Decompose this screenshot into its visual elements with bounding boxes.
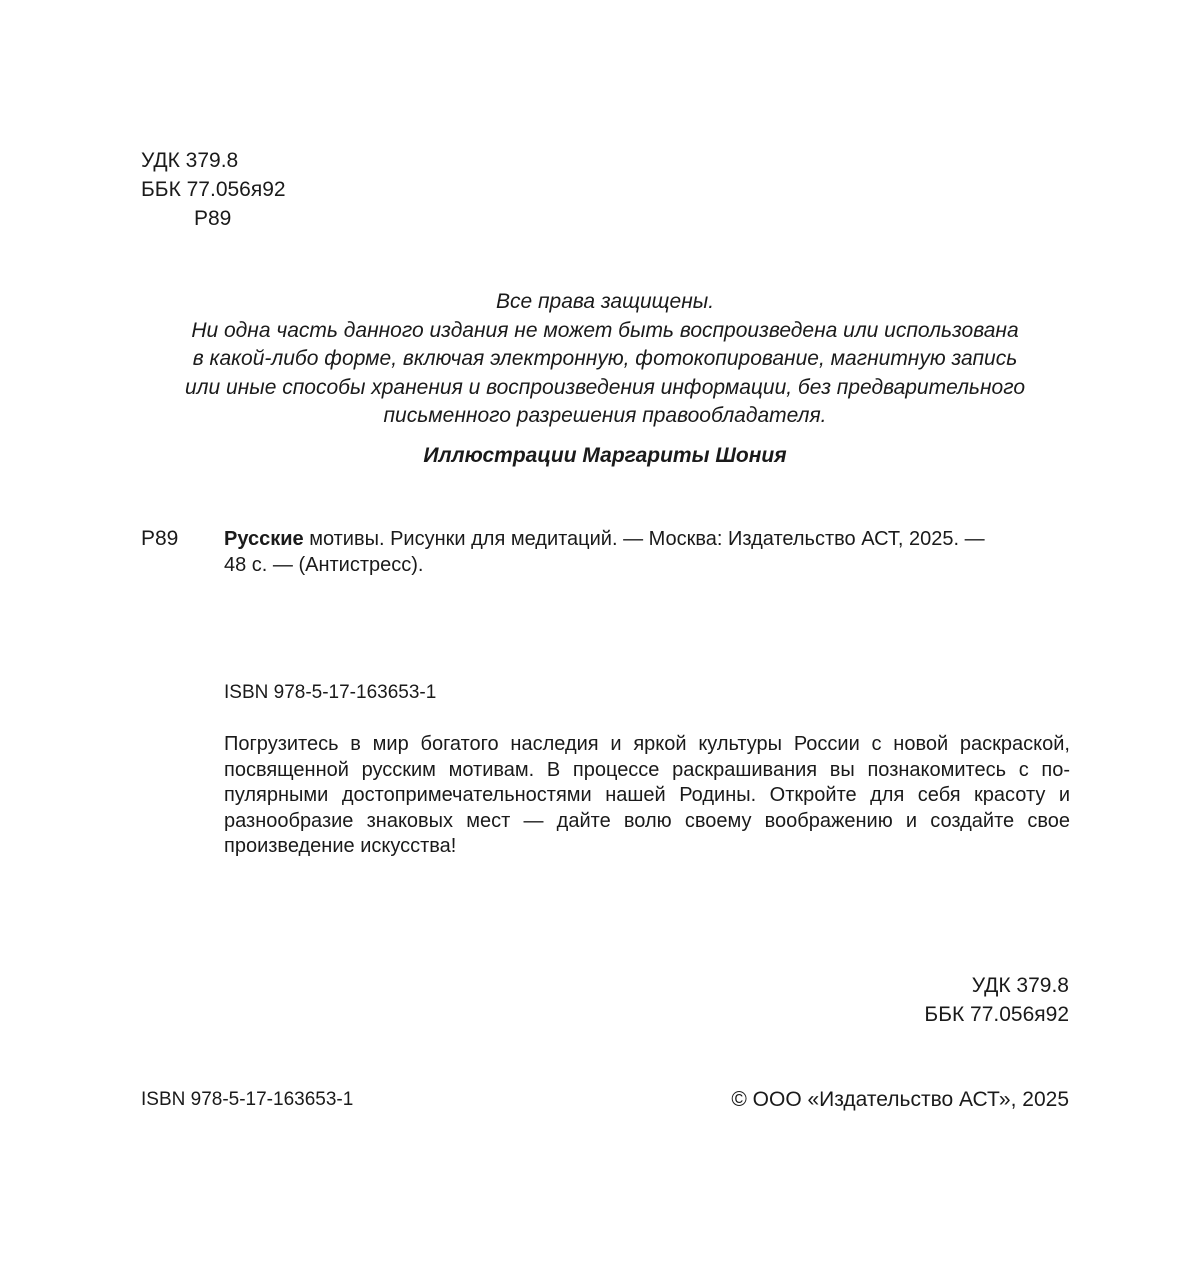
annotation-line: произведение искусства! (224, 835, 457, 857)
bibliography-line-1 (224, 526, 1044, 552)
bibliographic-record (224, 526, 1044, 578)
rights-line: или иные способы хранения и воспроизведения информации, без предварительного (184, 375, 1026, 399)
annotation-line: посвященной русским мотивам. В процессе раскрашивания вы познакомитесь с по- (224, 758, 1070, 781)
bibliography-code: Р89 (141, 527, 179, 550)
illustrator-credit: Иллюстрации Маргариты Шония (423, 444, 787, 467)
bbk-code: ББК 77.056я92 (924, 1003, 1069, 1026)
rights-line: Все права защищены. (495, 290, 715, 313)
title-bold: Русские (224, 528, 304, 550)
classification-codes-top (141, 146, 286, 233)
isbn-main: ISBN 978-5-17-163653-1 (224, 682, 437, 703)
annotation-line: разнообразие знаковых мест — дайте волю своему воображению и создайте свое (224, 809, 1070, 832)
rights-line: письменного разрешения правообладателя. (383, 404, 827, 427)
isbn-footer: ISBN 978-5-17-163653-1 (141, 1089, 354, 1110)
title-rest: мотивы. Рисунки для медитаций. — Москва: Издательство АСТ, 2025. — (303, 528, 985, 550)
bbk-code: ББК 77.056я92 (141, 178, 286, 201)
classification-codes-bottom (924, 971, 1069, 1029)
author-mark: Р89 (194, 207, 232, 230)
bibliography-line-2: 48 с. — (Антистресс). (224, 554, 424, 576)
annotation-line: Погрузитесь в мир богатого наследия и яркой культуры России с новой раскраской, (224, 733, 1070, 755)
rights-notice (120, 288, 1090, 431)
rights-line: в какой-либо форме, включая электронную, фотокопирование, магнитную запись (192, 347, 1018, 370)
udk-code: УДК 379.8 (971, 974, 1069, 997)
annotation (224, 732, 1070, 860)
copyright-notice: © ООО «Издательство АСТ», 2025 (731, 1088, 1069, 1111)
udk-code: УДК 379.8 (141, 149, 239, 172)
rights-line: Ни одна часть данного издания не может быть воспроизведена или использована (191, 318, 1019, 342)
annotation-line: пулярными достопримечательностями нашей Родины. Откройте для себя красоту и (224, 784, 1070, 806)
